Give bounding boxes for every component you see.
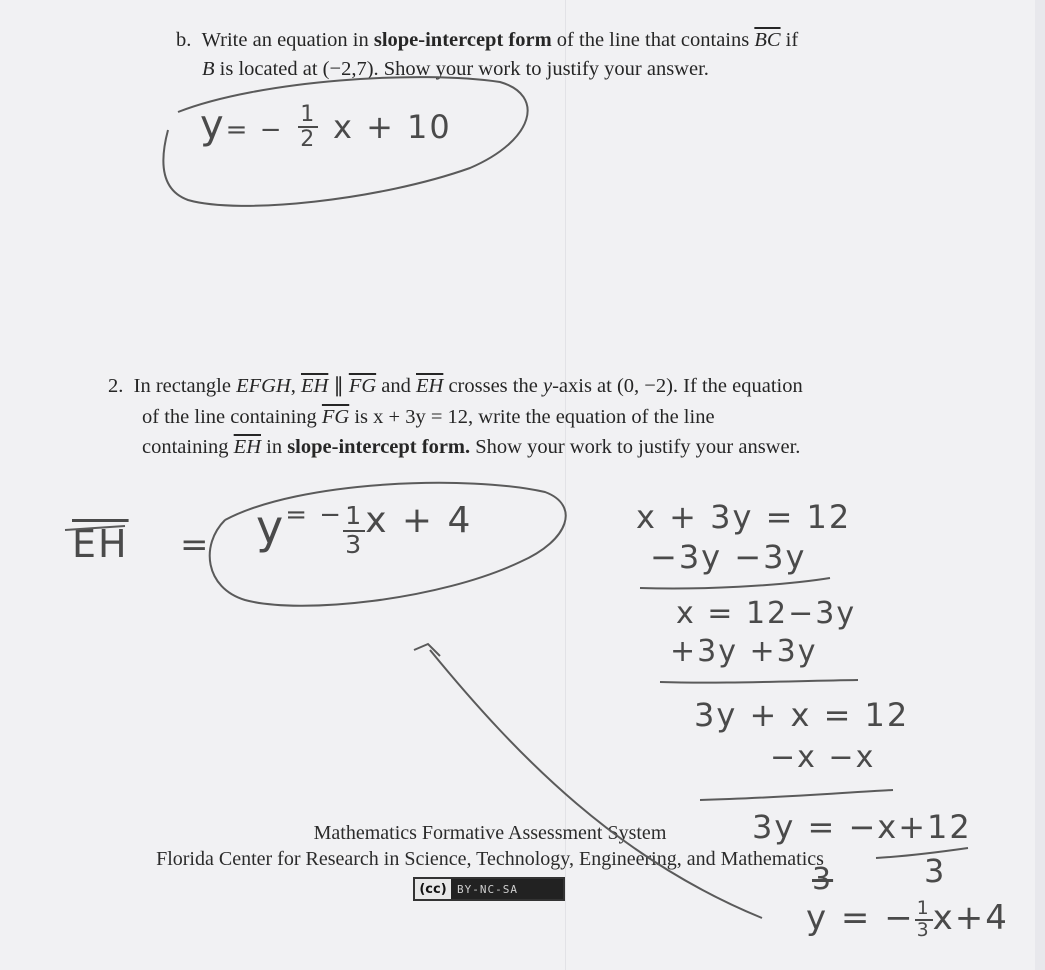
question-2-label: 2. [108,375,124,397]
work-step-crossed: 3 [812,862,834,897]
cc-icon: (cc) [415,879,451,899]
segment-fg: $\overline{FG}$ [348,375,377,397]
question-b-label: b. [176,29,192,51]
fraction-bar [876,848,968,858]
oval-answer-2 [210,483,566,606]
final-answer: y = − $\frac{1}{3}$ x+4 [806,897,1009,941]
work-step: +3y +3y [670,634,818,669]
handwritten-answer-2: y= − $\frac{1}{3}$ $^{x + 4}$ [256,500,473,559]
step-line-3 [700,790,893,800]
question-2-line2: of the line containing $\overline{FG}$ is x + 3y = 12, write the equation of the line [142,406,715,428]
arrowhead-icon [414,644,440,656]
license-text: BY-NC-SA [457,882,518,896]
segment-bc: $\overline{BC}$ [754,29,781,51]
work-step: x + 3y = 12 [636,498,852,536]
question-b-line1: b. Write an equation in slope-intercept form of the line that contains $\overline{BC}$ if [176,29,799,51]
eh-overline [65,526,125,530]
work-step: 3 [924,852,947,890]
work-step: 3y + x = 12 [694,696,910,734]
fraction: $\frac{1}{3}$ [345,500,364,559]
handwritten-eh-label: $\overline{EH}$ [72,522,129,566]
footer-line2: Florida Center for Research in Science, Technology, Engineering, and Mathematics [156,848,824,870]
step-line-1 [640,578,830,589]
question-2-line3: containing $\overline{EH}$ in slope-intercept form. Show your work to justify your answer. [142,436,801,458]
work-step: 3y = −x+12 [752,808,972,846]
question-b-line2: B is located at (−2,7). Show your work to justify your answer. [202,58,709,80]
arrow-line [430,650,762,918]
footer-line1: Mathematics Formative Assessment System [313,822,667,844]
fraction: $\frac{1}{2}$ [300,101,317,152]
bold-term: slope-intercept form [373,29,552,51]
handwritten-equals: = [180,525,211,565]
oval-answer-b [163,77,527,206]
fraction: $\frac{1}{3}$ [916,897,931,941]
work-step: −x −x [770,740,876,775]
handwritten-answer-b: y= − $\frac{1}{2}$ x + 10 [200,101,452,152]
bold-term: slope-intercept form. [287,436,471,458]
step-line-2 [660,680,858,683]
work-step: −3y −3y [650,538,807,576]
segment-eh: $\overline{EH}$ [300,375,329,397]
work-step: x = 12−3y [676,596,857,631]
question-2-line1: 2. In rectangle EFGH, $\overline{EH}$ ∥ $\overline{FG}$ and $\overline{EH}$ crosses the y-axis at (0, −2). If the equation [108,375,803,397]
